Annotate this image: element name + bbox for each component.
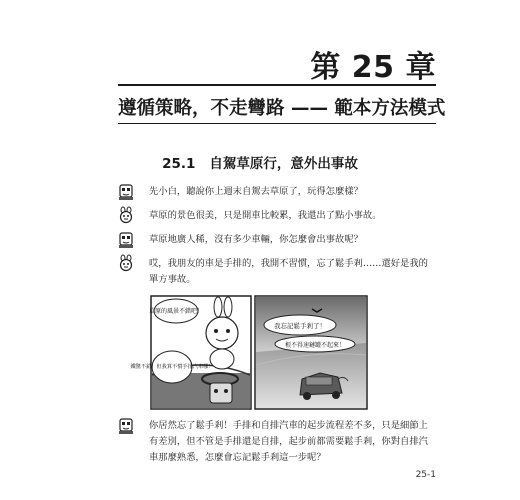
dialogue-text: 哎，我朋友的車是手排的，我開不習慣，忘了鬆手剎……還好是我的單方事故。 — [149, 258, 428, 285]
comic-bubble-left-bottom: 鐵驚不錯！但我算不慣手排汽車哪！ — [130, 364, 214, 370]
character-a-icon — [118, 417, 134, 435]
chapter-rule-bottom — [118, 123, 436, 124]
dialogue-line — [118, 208, 428, 224]
dialogue-line — [118, 256, 428, 288]
dialogue-line — [118, 418, 428, 466]
passenger-character — [210, 383, 232, 403]
chapter-rule-top — [118, 84, 436, 86]
closing-dialogue — [118, 418, 428, 474]
chapter-label: 第 25 章 — [310, 50, 436, 85]
character-b-icon — [118, 255, 134, 273]
comic-bubble-left-top: 草原的風景不錯吧！ — [148, 308, 204, 315]
character-a-icon — [118, 231, 134, 249]
chapter-title: 遵循策略，不走彎路 —— 範本方法模式 — [118, 98, 446, 119]
dialogue-text: 先小白，聽說你上週末自駕去草原了，玩得怎麼樣？ — [149, 186, 363, 197]
section-title: 自駕草原行，意外出事故 — [209, 156, 358, 172]
dialogue-line — [118, 232, 428, 248]
comic-illustration — [130, 295, 368, 410]
closing-text: 你居然忘了鬆手剎！手排和自排汽車的起步流程差不多，只是細節上有差別，但不管是手排還是自排，起步前都需要鬆手剎，你對自排汽車那麼熟悉，怎麼會忘記鬆手剎這一步呢？ — [149, 420, 428, 463]
comic-bubble-right-mid: 根不得速鏈罐不起來！ — [284, 342, 346, 349]
dialogue-text: 草原地廣人稀，沒有多少車輛，你怎麼會出事故呢？ — [149, 234, 363, 245]
dialogue-list — [118, 184, 428, 296]
dialogue-line — [118, 184, 428, 200]
character-b-icon — [118, 207, 134, 225]
page-number: 25-1 — [415, 470, 436, 480]
section-heading — [0, 152, 520, 172]
comic-bubble-right-top: 我忘記鬆手剎了！ — [274, 322, 326, 330]
character-a-icon — [118, 183, 134, 201]
section-number: 25.1 — [162, 156, 196, 172]
dialogue-text: 草原的景色很美，只是開車比較累，我還出了點小事故。 — [149, 210, 382, 221]
